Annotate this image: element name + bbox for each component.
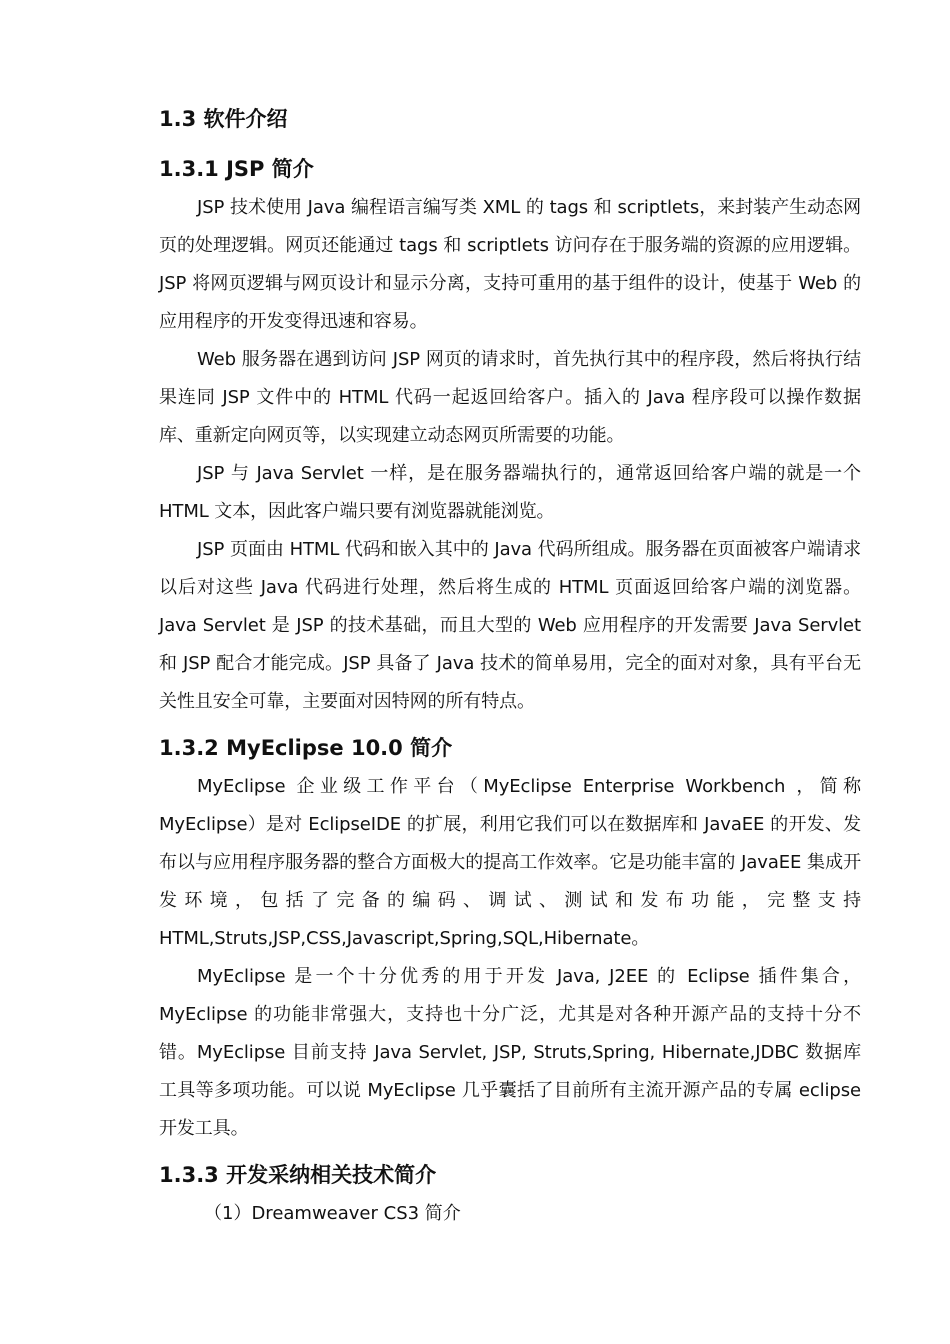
myeclipse-paragraph-2: MyEclipse 是一个十分优秀的用于开发 Java, J2EE 的 Eclipse 插件集合，MyEclipse 的功能非常强大，支持也十分广泛，尤其是对各种开源产品的支持十分不错。MyEclipse 目前支持 Java Servlet, JSP, Struts,Spring, Hibernate,JDBC 数据库工具等多项功能。可以说 MyEclipse 几乎囊括了目前所有主流开源产品的专属 eclipse 开发工具。 [159,966,861,1139]
tech-heading: 1.3.3 开发采纳相关技术简介 [159,1163,437,1187]
jsp-heading: 1.3.1 JSP 简介 [159,157,314,181]
tech-item-dreamweaver: （1）Dreamweaver CS3 简介 [204,1203,461,1224]
jsp-paragraph-1: JSP 技术使用 Java 编程语言编写类 XML 的 tags 和 scriptlets，来封装产生动态网页的处理逻辑。网页还能通过 tags 和 scriptlets 访问存在于服务端的资源的应用逻辑。JSP 将网页逻辑与网页设计和显示分离，支持可重用的基于组件的设计，使基于 Web 的应用程序的开发变得迅速和容易。 [159,197,861,332]
myeclipse-paragraph-1: MyEclipse 企业级工作平台（MyEclipse Enterprise Workbench ，简称 MyEclipse）是对 EclipseIDE 的扩展，利用它我们可以在数据库和 JavaEE 的开发、发布以与应用程序服务器的整合方面极大的提高工作效率。它是功能丰富的 JavaEE 集成开发环境，包括了完备的编码、调试、测试和发布功能，完整支持 HTML,Struts,JSP,CSS,Javascript,Spring,SQL,Hibernate。 [159,776,861,949]
section-heading: 1.3 软件介绍 [159,107,288,131]
jsp-paragraph-3: JSP 与 Java Servlet 一样，是在服务器端执行的，通常返回给客户端的就是一个 HTML 文本，因此客户端只要有浏览器就能浏览。 [159,463,861,522]
document-page [159,104,861,1233]
myeclipse-heading: 1.3.2 MyEclipse 10.0 简介 [159,736,453,760]
jsp-paragraph-4: JSP 页面由 HTML 代码和嵌入其中的 Java 代码所组成。服务器在页面被客户端请求以后对这些 Java 代码进行处理，然后将生成的 HTML 页面返回给客户端的浏览器。Java Servlet 是 JSP 的技术基础，而且大型的 Web 应用程序的开发需要 Java Servlet 和 JSP 配合才能完成。JSP 具备了 Java 技术的简单易用，完全的面对对象，具有平台无关性且安全可靠，主要面对因特网的所有特点。 [159,539,861,712]
jsp-paragraph-2: Web 服务器在遇到访问 JSP 网页的请求时，首先执行其中的程序段，然后将执行结果连同 JSP 文件中的 HTML 代码一起返回给客户。插入的 Java 程序段可以操作数据库、重新定向网页等，以实现建立动态网页所需要的功能。 [159,349,861,446]
